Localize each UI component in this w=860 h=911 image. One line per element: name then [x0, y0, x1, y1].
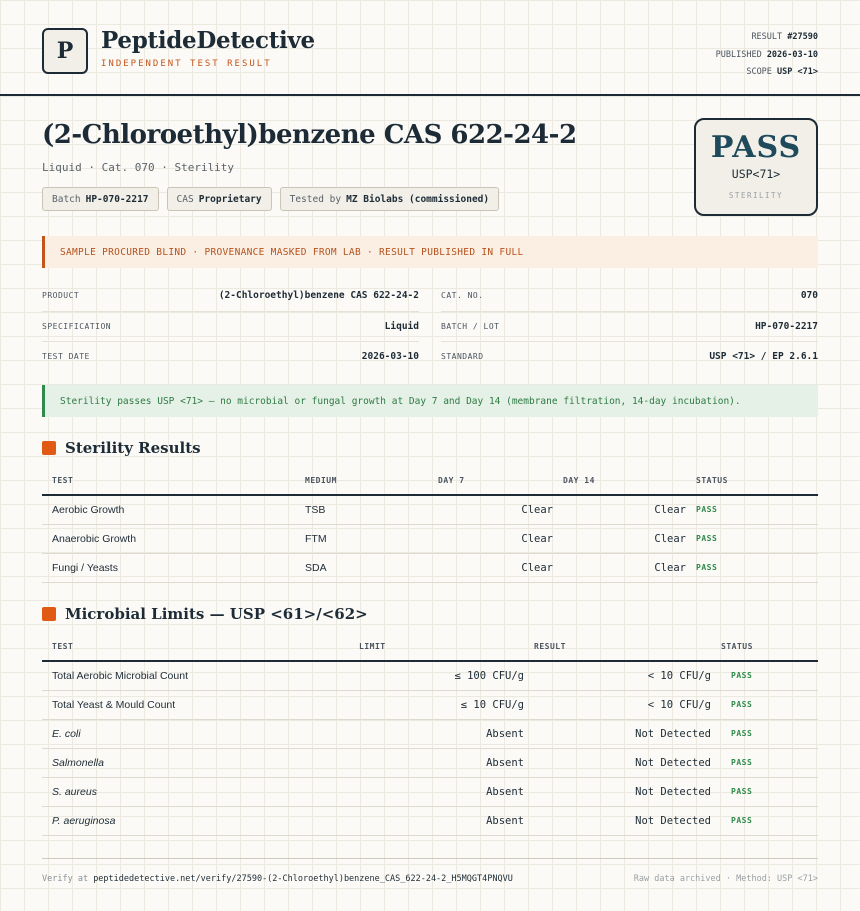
spec-label: SPECIFICATION — [42, 322, 112, 331]
footer-divider — [42, 858, 818, 859]
table-row — [42, 553, 818, 582]
divider — [42, 311, 419, 312]
verify-link[interactable]: peptidedetective.net/verify/27590-(2-Chloroethyl)benzene_CAS_622-24-2_H5MQGT4PNQVU — [93, 874, 513, 884]
section-title: Microbial Limits — USP <61>/<62> — [65, 605, 368, 623]
blind-procurement-notice: SAMPLE PROCURED BLIND · PROVENANCE MASKED FROM LAB · RESULT PUBLISHED IN FULL — [42, 236, 818, 268]
report-header — [0, 0, 860, 96]
table-row — [42, 719, 818, 748]
sterility-summary: Sterility passes USP <71> — no microbial or fungal growth at Day 7 and Day 14 (membrane filtration, 14-day incubation). — [42, 385, 818, 417]
day14-result: Clear — [553, 553, 686, 582]
scope-label: SCOPE — [746, 67, 772, 77]
test-name: S. aureus — [42, 777, 349, 806]
column-header: MEDIUM — [295, 466, 428, 495]
section-title: Sterility Results — [65, 439, 201, 457]
published-date: 2026-03-10 — [766, 49, 818, 60]
cas-chip: CAS Proprietary — [167, 187, 272, 211]
divider — [42, 341, 419, 342]
verify-text — [42, 874, 513, 884]
result-number: #27590 — [787, 32, 818, 42]
footer-method-note: Raw data archived · Method: USP <71> — [633, 874, 818, 884]
table-row — [42, 495, 818, 524]
result: Not Detected — [524, 719, 711, 748]
result-label: RESULT — [751, 32, 783, 42]
limit: Absent — [349, 748, 524, 777]
batch-label: BATCH / LOT — [441, 322, 500, 331]
table-row — [42, 524, 818, 553]
table-row — [42, 806, 818, 835]
test-name: Aerobic Growth — [42, 495, 295, 524]
medium: SDA — [295, 553, 428, 582]
day7-result: Clear — [428, 553, 553, 582]
column-header: DAY 7 — [428, 466, 553, 495]
microbial-table — [42, 632, 818, 836]
day7-result: Clear — [428, 524, 553, 553]
published-label: PUBLISHED — [715, 49, 762, 60]
status-badge: PASS — [686, 495, 818, 524]
column-header: STATUS — [711, 632, 818, 661]
product-subtitle: Liquid · Cat. 070 · Sterility — [42, 161, 235, 174]
test-name: E. coli — [42, 719, 349, 748]
standard-label: STANDARD — [441, 352, 484, 361]
table-row — [42, 690, 818, 719]
result: Not Detected — [524, 777, 711, 806]
column-header: LIMIT — [349, 632, 524, 661]
product-value: (2-Chloroethyl)benzene CAS 622-24-2 — [218, 290, 419, 301]
column-header: TEST — [42, 466, 295, 495]
sterility-table — [42, 466, 818, 583]
sterility-section-header — [42, 439, 201, 457]
standard-value: USP <71> / EP 2.6.1 — [709, 351, 818, 362]
verdict-standard: USP<71> — [731, 167, 781, 181]
status-badge: PASS — [686, 524, 818, 553]
column-header: STATUS — [686, 466, 818, 495]
column-header: DAY 14 — [553, 466, 686, 495]
day14-result: Clear — [553, 524, 686, 553]
report-meta — [716, 29, 818, 82]
status-badge: PASS — [711, 777, 818, 806]
spec-value: Liquid — [384, 321, 419, 332]
microbial-section-header — [42, 605, 368, 623]
scope-value: USP <71> — [777, 67, 818, 77]
test-name: Salmonella — [42, 748, 349, 777]
test-name: Anaerobic Growth — [42, 524, 295, 553]
tested-by-chip: Tested by MZ Biolabs (commissioned) — [280, 187, 499, 211]
column-header: TEST — [42, 632, 349, 661]
limit: ≤ 100 CFU/g — [349, 661, 524, 690]
verdict-category: STERILITY — [728, 191, 784, 200]
limit: ≤ 10 CFU/g — [349, 690, 524, 719]
status-badge: PASS — [686, 553, 818, 582]
result: Not Detected — [524, 806, 711, 835]
result: < 10 CFU/g — [524, 661, 711, 690]
brand-name: PeptideDetective — [101, 27, 315, 54]
section-marker-icon — [42, 441, 56, 455]
day14-result: Clear — [553, 495, 686, 524]
limit: Absent — [349, 719, 524, 748]
product-title: (2-Chloroethyl)benzene CAS 622-24-2 — [42, 120, 577, 150]
cat-label: CAT. NO. — [441, 291, 484, 300]
product-label: PRODUCT — [42, 291, 80, 300]
brand-logo: P — [42, 28, 88, 74]
batch-chip: Batch HP-070-2217 — [42, 187, 159, 211]
verify-label: Verify at — [42, 874, 89, 884]
table-header-row — [42, 466, 818, 495]
product-chips — [42, 187, 499, 211]
divider — [441, 311, 818, 312]
cat-value: 070 — [800, 290, 818, 301]
batch-value: HP-070-2217 — [755, 321, 818, 332]
section-marker-icon — [42, 607, 56, 621]
medium: TSB — [295, 495, 428, 524]
divider — [441, 341, 818, 342]
status-badge: PASS — [711, 661, 818, 690]
date-label: TEST DATE — [42, 352, 90, 361]
test-name: Total Yeast & Mould Count — [42, 690, 349, 719]
table-header-row — [42, 632, 818, 661]
status-badge: PASS — [711, 690, 818, 719]
table-row — [42, 777, 818, 806]
table-row — [42, 748, 818, 777]
table-row — [42, 661, 818, 690]
test-name: Fungi / Yeasts — [42, 553, 295, 582]
limit: Absent — [349, 777, 524, 806]
verdict-word: PASS — [710, 130, 802, 165]
result: < 10 CFU/g — [524, 690, 711, 719]
result: Not Detected — [524, 748, 711, 777]
limit: Absent — [349, 806, 524, 835]
test-name: P. aeruginosa — [42, 806, 349, 835]
brand-tagline: INDEPENDENT TEST RESULT — [101, 59, 272, 69]
test-name: Total Aerobic Microbial Count — [42, 661, 349, 690]
status-badge: PASS — [711, 806, 818, 835]
status-badge: PASS — [711, 719, 818, 748]
medium: FTM — [295, 524, 428, 553]
day7-result: Clear — [428, 495, 553, 524]
column-header: RESULT — [524, 632, 711, 661]
status-badge: PASS — [711, 748, 818, 777]
verdict-stamp — [694, 118, 818, 216]
date-value: 2026-03-10 — [361, 351, 419, 362]
